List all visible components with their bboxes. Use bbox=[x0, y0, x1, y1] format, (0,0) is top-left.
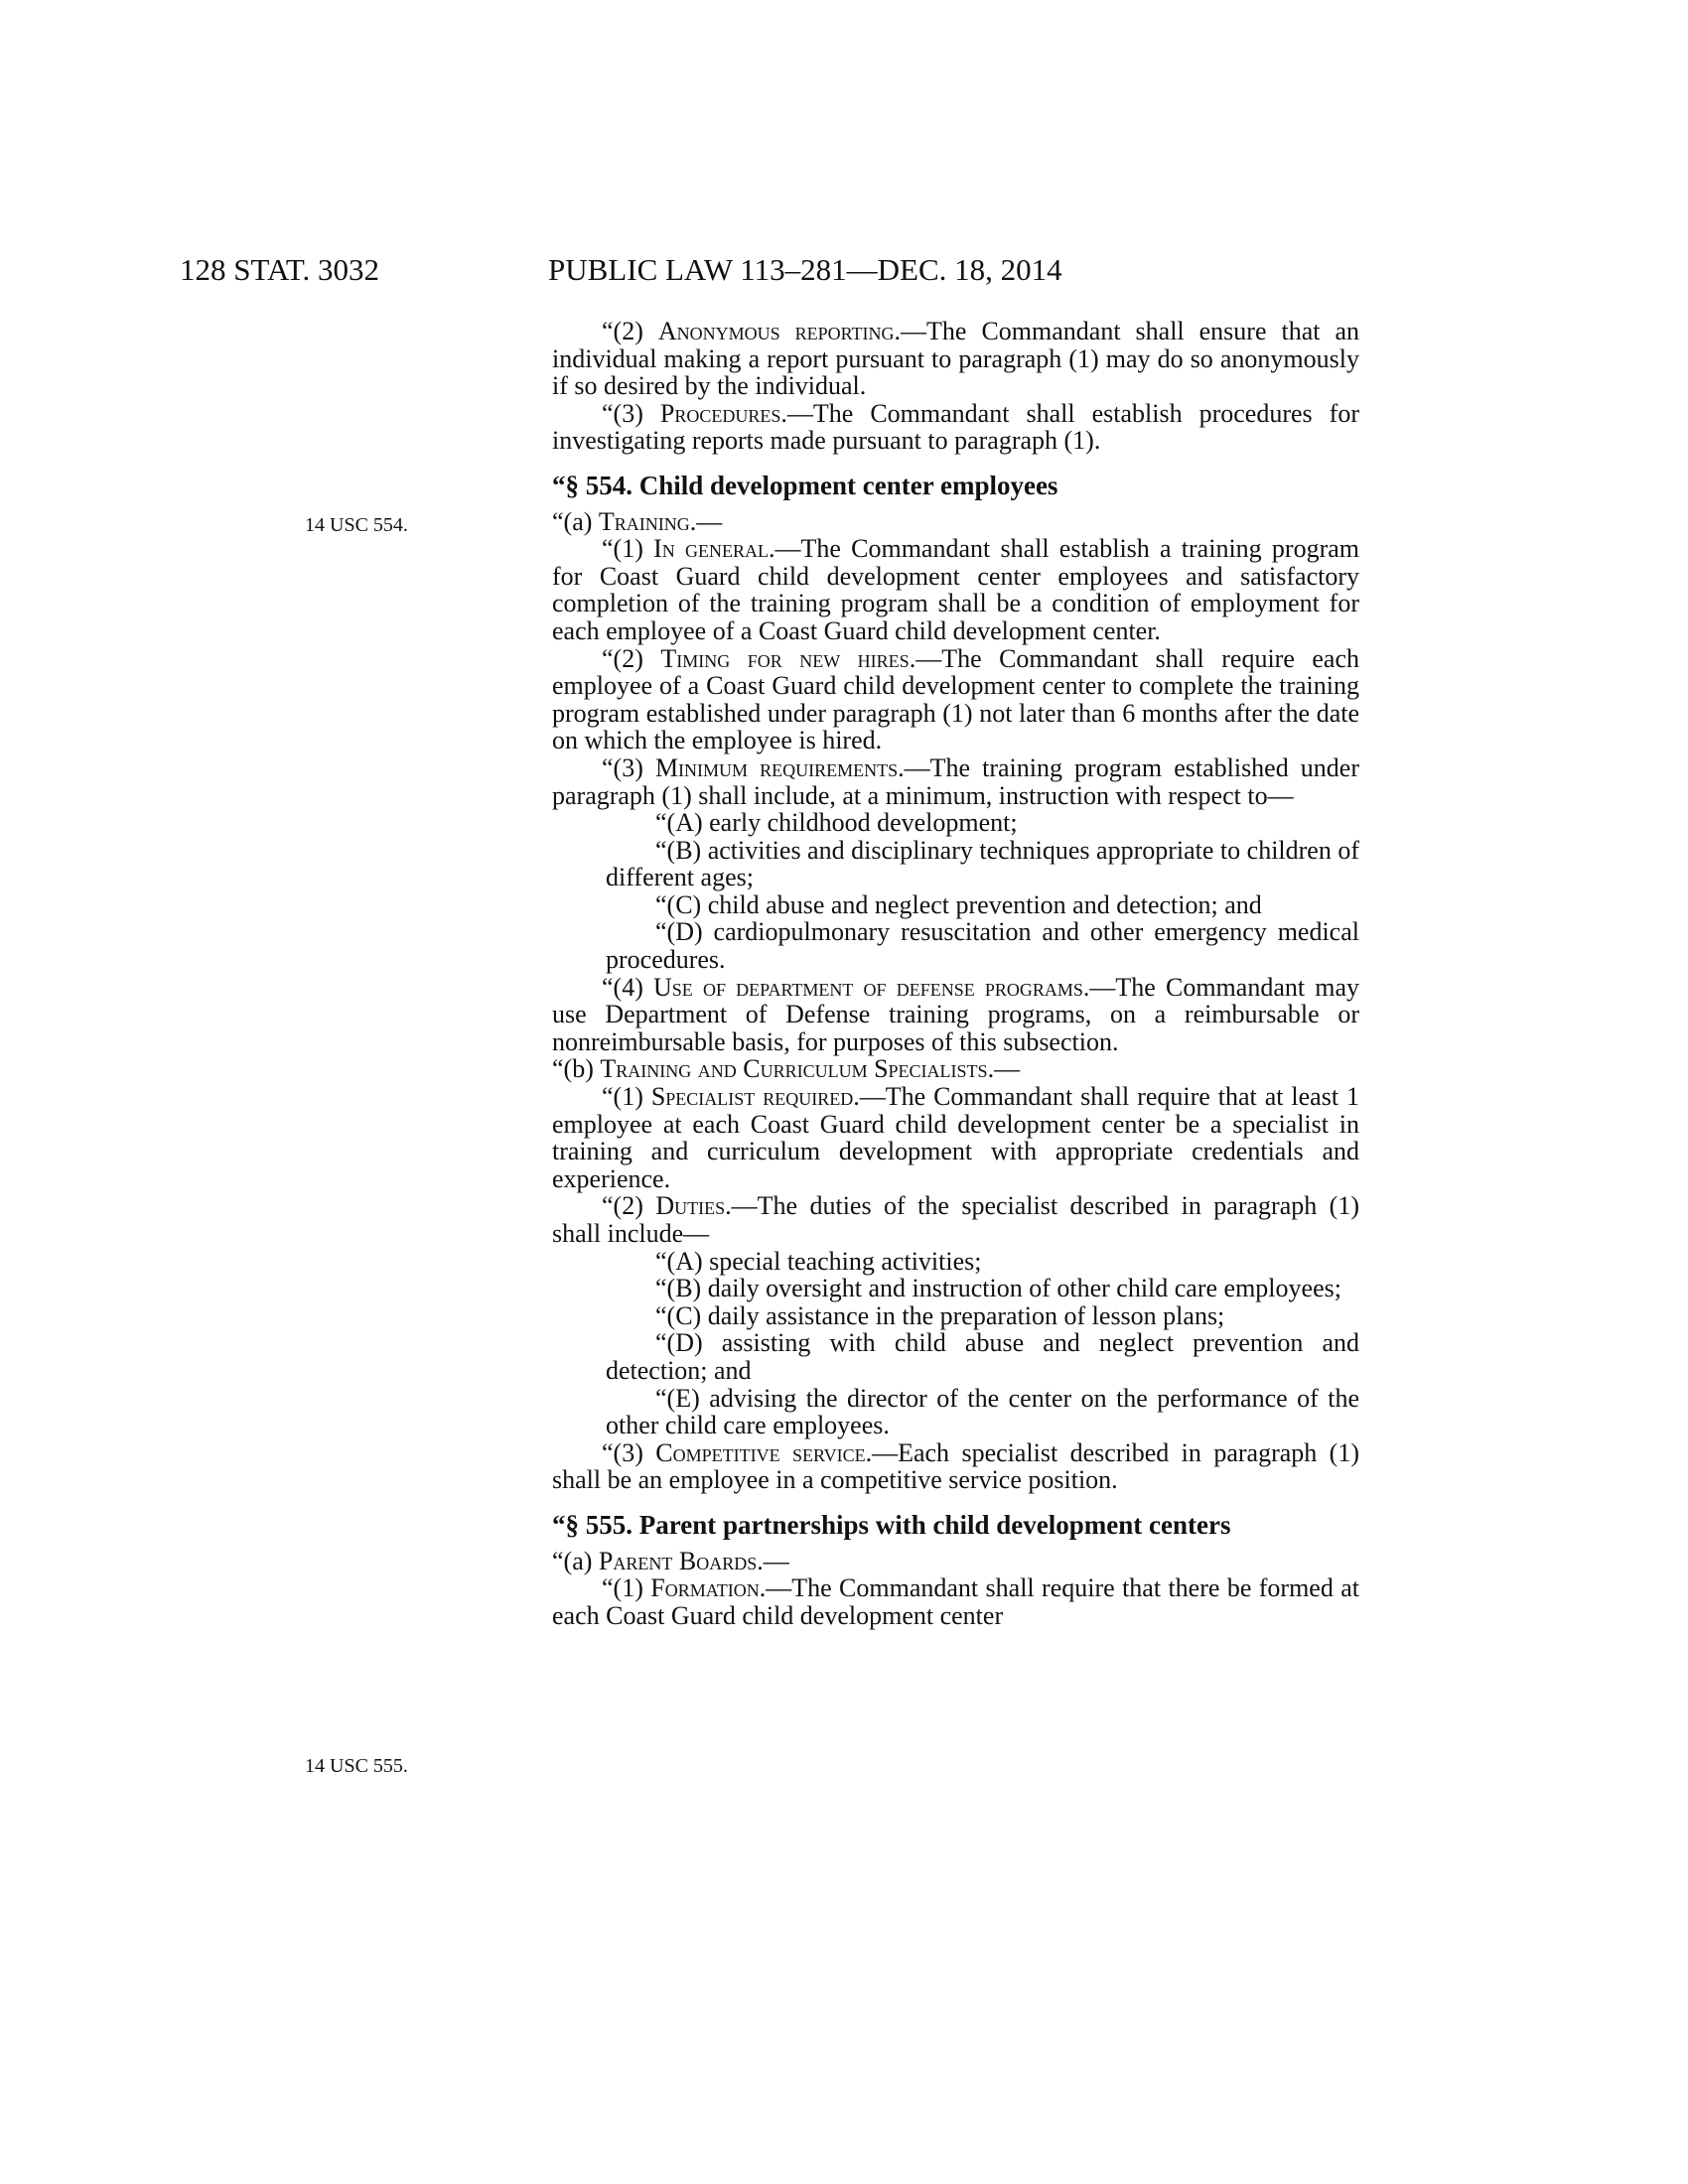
paragraph-lead: “(1) bbox=[602, 534, 654, 564]
paragraph-lead: “(2) bbox=[602, 1191, 656, 1221]
public-law-reference: PUBLIC LAW 113–281—DEC. 18, 2014 bbox=[548, 252, 1062, 287]
paragraph-lead: “(3) bbox=[602, 398, 660, 428]
paragraph-lead: “(2) bbox=[602, 643, 661, 673]
paragraph-lead: “(3) bbox=[602, 1437, 656, 1467]
paragraph-text: .—The training program established under paragraph (1) shall include, at a minimum, instruction with respect to— bbox=[552, 752, 1359, 810]
paragraph-lead: “(a) bbox=[552, 506, 599, 536]
paragraph-caption: Procedures bbox=[659, 398, 781, 428]
paragraph-caption: Formation bbox=[650, 1573, 760, 1603]
paragraph bbox=[552, 400, 1359, 455]
paragraph-text: .—The Commandant may use Department of Defense training programs, on a reimbursable or nonreimbursable basis, for purposes of this subsection. bbox=[552, 972, 1359, 1056]
paragraph-caption: Competitive service bbox=[655, 1437, 866, 1467]
paragraph bbox=[552, 645, 1359, 754]
paragraph-caption: Training and Curriculum Specialists bbox=[600, 1054, 988, 1084]
paragraph-caption: Minimum requirements bbox=[654, 752, 899, 782]
statute-body bbox=[552, 318, 1359, 1629]
paragraph-caption: Anonymous reporting bbox=[657, 317, 895, 345]
paragraph-caption: Duties bbox=[655, 1191, 726, 1221]
paragraph-lead: “(4) bbox=[602, 972, 654, 1002]
section-heading bbox=[552, 1509, 1359, 1540]
paragraph-lead: “(B) activities and disciplinary techniques appropriate to children of different ages; bbox=[606, 835, 1359, 892]
paragraph bbox=[606, 1385, 1359, 1439]
paragraph-caption: Specialist required bbox=[650, 1082, 854, 1112]
paragraph-caption: Parent Boards bbox=[598, 1546, 758, 1575]
paragraph bbox=[552, 974, 1359, 1056]
paragraph-text: .— bbox=[689, 506, 723, 536]
paragraph-caption: In general bbox=[653, 534, 769, 564]
paragraph-caption: Training bbox=[598, 506, 690, 536]
paragraph bbox=[606, 1248, 1359, 1276]
paragraph-text: .—Each specialist described in paragraph (1) shall be an employee in a competitive service position. bbox=[552, 1437, 1360, 1495]
paragraph-lead: “(C) daily assistance in the preparation of lesson plans; bbox=[655, 1300, 1225, 1330]
paragraph-text: .—The Commandant shall require that there be formed at each Coast Guard child development center bbox=[552, 1573, 1360, 1630]
stat-reference: 128 STAT. 3032 bbox=[180, 252, 380, 287]
paragraph bbox=[606, 1329, 1359, 1384]
margin-note-usc-554: 14 USC 554. bbox=[305, 514, 408, 536]
paragraph-lead: “(E) advising the director of the center on the performance of the other child care employees. bbox=[606, 1383, 1359, 1440]
paragraph bbox=[552, 508, 1359, 536]
paragraph-caption: Use of department of defense programs bbox=[653, 972, 1083, 1002]
paragraph bbox=[606, 809, 1359, 837]
paragraph-lead: “(D) cardiopulmonary resuscitation and other emergency medical procedures. bbox=[606, 917, 1359, 975]
paragraph-text: .—The Commandant shall ensure that an individual making a report pursuant to paragraph (1) may do so anonymously if so desired by the individual. bbox=[552, 317, 1359, 401]
paragraph bbox=[552, 754, 1359, 809]
paragraph-lead: “§ 555. Parent partnerships with child development centers bbox=[552, 1509, 1231, 1540]
paragraph-text: .— bbox=[757, 1546, 789, 1575]
paragraph bbox=[552, 318, 1359, 400]
paragraph bbox=[606, 891, 1359, 919]
paragraph bbox=[606, 1275, 1359, 1302]
paragraph-text: .—The Commandant shall require that at least 1 employee at each Coast Guard child development center be a specialist in training and curriculum development with appropriate credentials and experience. bbox=[552, 1082, 1360, 1193]
paragraph-lead: “(B) daily oversight and instruction of other child care employees; bbox=[655, 1274, 1341, 1303]
paragraph bbox=[552, 1192, 1359, 1247]
margin-note-usc-555: 14 USC 555. bbox=[305, 1755, 408, 1777]
paragraph-text: .—The Commandant shall require each employee of a Coast Guard child development center to complete the training program established under paragraph (1) not later than 6 months after the date on which the employee is hired. bbox=[552, 643, 1359, 755]
paragraph-text: .— bbox=[987, 1054, 1021, 1084]
paragraph-caption: Timing for new hires bbox=[660, 643, 910, 673]
paragraph bbox=[552, 1548, 1359, 1575]
paragraph bbox=[606, 837, 1359, 891]
section-heading bbox=[552, 470, 1359, 500]
paragraph bbox=[606, 1302, 1359, 1330]
paragraph-lead: “(A) early childhood development; bbox=[655, 808, 1018, 838]
paragraph bbox=[606, 918, 1359, 973]
page-header bbox=[0, 252, 1688, 292]
paragraph-text: .—The Commandant shall establish a training program for Coast Guard child development center employees and satisfactory completion of the training program shall be a condition of employment for each employee of a Coast Guard child development center. bbox=[552, 534, 1359, 645]
paragraph bbox=[552, 1083, 1359, 1192]
paragraph-lead: “(3) bbox=[602, 752, 655, 782]
paragraph-lead: “(a) bbox=[552, 1546, 599, 1575]
paragraph-lead: “(C) child abuse and neglect prevention and detection; and bbox=[655, 889, 1262, 919]
paragraph-text: .—The duties of the specialist described in paragraph (1) shall include— bbox=[552, 1191, 1360, 1248]
paragraph-lead: “(1) bbox=[602, 1573, 651, 1603]
paragraph-lead: “(1) bbox=[602, 1082, 651, 1112]
paragraph-lead: “(2) bbox=[602, 317, 658, 345]
paragraph-lead: “(A) special teaching activities; bbox=[655, 1246, 982, 1276]
paragraph-lead: “(D) assisting with child abuse and neglect prevention and detection; and bbox=[606, 1328, 1359, 1385]
paragraph-lead: “(b) bbox=[552, 1054, 601, 1084]
paragraph-text: .—The Commandant shall establish procedures for investigating reports made pursuant to paragraph (1). bbox=[552, 398, 1359, 456]
paragraph bbox=[552, 1574, 1359, 1629]
paragraph bbox=[552, 1439, 1359, 1494]
paragraph bbox=[552, 535, 1359, 644]
paragraph bbox=[552, 1055, 1359, 1083]
paragraph-lead: “§ 554. Child development center employees bbox=[552, 470, 1058, 500]
